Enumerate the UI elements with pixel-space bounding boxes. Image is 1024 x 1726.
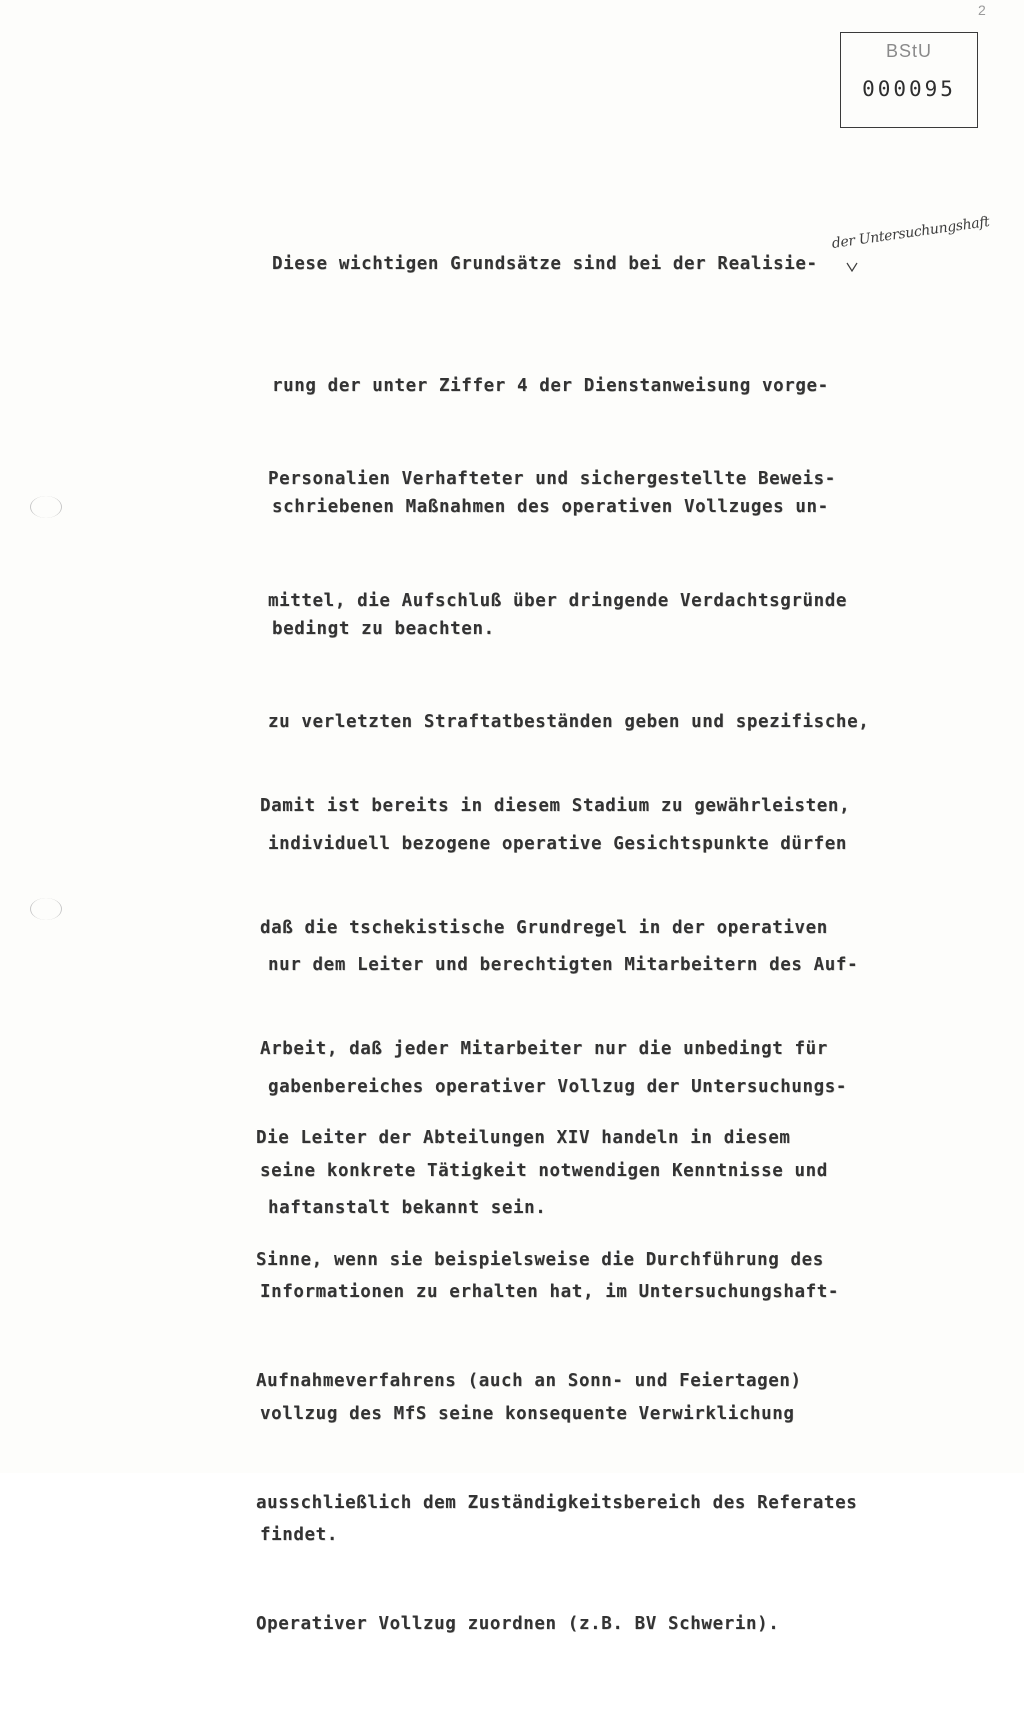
text-line: vollzug des MfS seine konsequente Verwirklichung — [260, 1403, 795, 1424]
text-line: individuell bezogene operative Gesichtspunkte dürfen — [268, 833, 848, 854]
text-line: gabenbereiches operativer Vollzug der Untersuchungs- — [268, 1076, 848, 1097]
text-line: Aufnahmeverfahrens (auch an Sonn- und Feiertagen) — [256, 1371, 802, 1391]
stamp-number: 000095 — [862, 77, 956, 101]
text-line: Diese wichtigen Grundsätze sind bei der Realisie- — [272, 254, 818, 274]
insertion-caret-icon — [846, 262, 858, 272]
archive-stamp — [840, 32, 978, 128]
text-line: Damit ist bereits in diesem Stadium zu gewährleisten, — [260, 796, 851, 816]
text-line: Sinne, wenn sie beispielsweise die Durchführung des — [256, 1249, 824, 1270]
text-line: haftanstalt bekannt sein. — [268, 1198, 547, 1218]
page-mark: 2 — [978, 2, 986, 18]
text-line: Informationen zu erhalten hat, im Untersuchungshaft- — [260, 1282, 840, 1302]
text-line: bedingt zu beachten. — [272, 618, 495, 639]
text-line: findet. — [260, 1525, 338, 1545]
text-line: ausschließlich dem Zuständigkeitsbereich des Referates — [256, 1492, 858, 1513]
punch-hole-mark — [30, 496, 62, 518]
text-line: mittel, die Aufschluß über dringende Verdachtsgründe — [268, 590, 848, 611]
text-line: Personalien Verhafteter und sichergestellte Beweis- — [268, 469, 836, 489]
stamp-organization: BStU — [885, 41, 932, 61]
handwritten-insertion: der Untersuchungshaft — [830, 213, 991, 252]
paragraph-4 — [256, 1037, 857, 1726]
text-line: daß die tschekistische Grundregel in der operativen — [260, 917, 828, 938]
text-line: nur dem Leiter und berechtigten Mitarbeitern des Auf- — [268, 955, 859, 975]
text-line: Die Leiter der Abteilungen XIV handeln in diesem — [256, 1128, 791, 1148]
text-line: Operativer Vollzug zuordnen (z.B. BV Schwerin). — [256, 1614, 780, 1634]
text-line: Arbeit, daß jeder Mitarbeiter nur die unbedingt für — [260, 1039, 828, 1059]
text-line: zu verletzten Straftatbeständen geben und spezifische, — [268, 712, 870, 732]
punch-hole-mark — [30, 898, 62, 920]
text-line: schriebenen Maßnahmen des operativen Vollzuges un- — [272, 497, 829, 517]
text-line: rung der unter Ziffer 4 der Dienstanweisung vorge- — [272, 375, 829, 396]
text-line: seine konkrete Tätigkeit notwendigen Kenntnisse und — [260, 1160, 828, 1181]
